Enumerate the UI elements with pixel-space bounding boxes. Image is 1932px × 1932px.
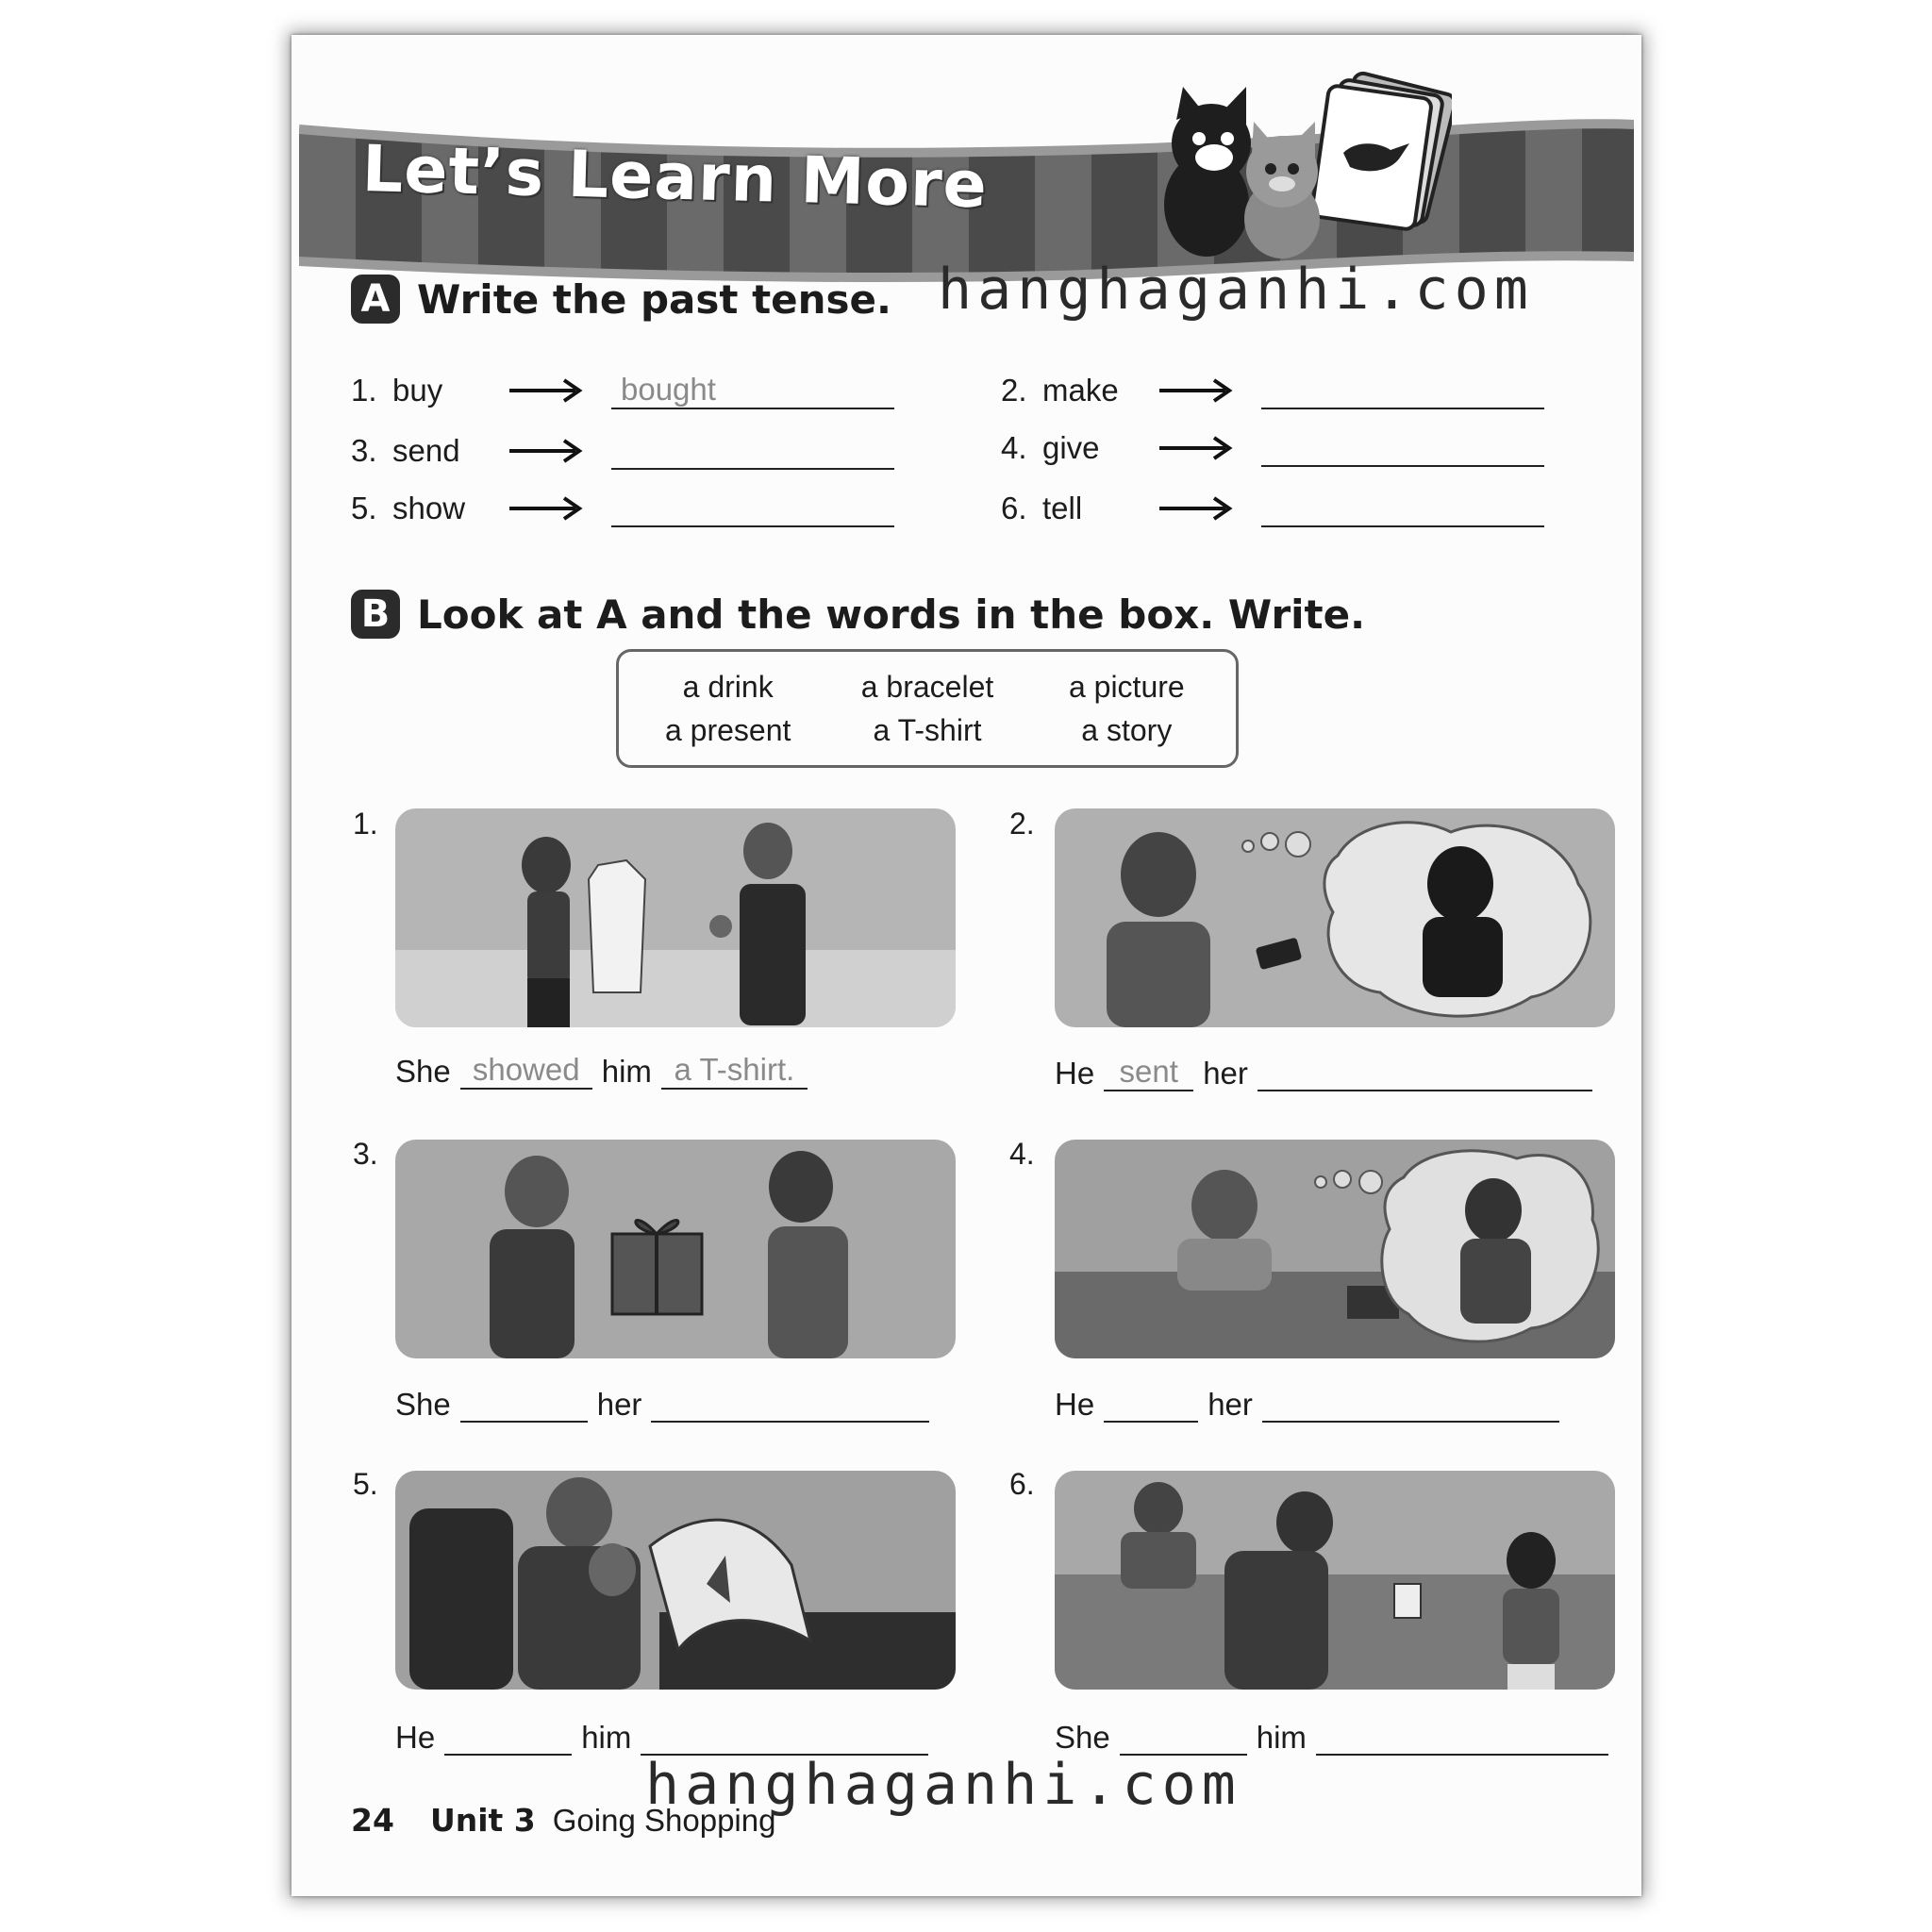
picture-girl-gives-present bbox=[395, 1140, 956, 1358]
item-number: 4. bbox=[1001, 430, 1027, 465]
exercise-a-item bbox=[351, 490, 894, 527]
item-number: 3. bbox=[351, 433, 377, 468]
sentence-object: her bbox=[596, 1387, 642, 1422]
answer-field[interactable] bbox=[1261, 490, 1544, 527]
sentence-subject: He bbox=[395, 1720, 436, 1755]
arrow-right-icon bbox=[1148, 434, 1242, 462]
exercise-number: 4. bbox=[1009, 1137, 1035, 1171]
unit-label: Unit 3 bbox=[429, 1802, 536, 1839]
thing-field[interactable] bbox=[1316, 1720, 1608, 1756]
exercise-a-item bbox=[1001, 372, 1544, 409]
item-number: 5. bbox=[351, 491, 377, 525]
thing-field[interactable] bbox=[651, 1387, 929, 1423]
word-option: a present bbox=[664, 713, 791, 747]
section-b-badge: B bbox=[351, 590, 400, 639]
picture-boy-makes-bracelet bbox=[1055, 1140, 1615, 1358]
watermark-bottom: hanghaganhi.com bbox=[645, 1752, 1241, 1818]
exercise-sentence bbox=[395, 1387, 929, 1423]
answer-field[interactable] bbox=[611, 372, 894, 409]
exercise-number: 1. bbox=[353, 807, 378, 841]
page-number: 24 bbox=[351, 1802, 394, 1839]
base-verb: show bbox=[392, 491, 466, 525]
word-option: a bracelet bbox=[860, 670, 994, 704]
answer-field[interactable] bbox=[611, 490, 894, 527]
sentence-subject: He bbox=[1055, 1056, 1095, 1091]
arrow-right-icon bbox=[1148, 376, 1242, 405]
section-a-badge: A bbox=[351, 275, 400, 324]
exercise-sentence bbox=[1055, 1387, 1559, 1423]
item-number: 1. bbox=[351, 373, 377, 408]
exercise-a-item bbox=[1001, 490, 1544, 527]
base-verb: send bbox=[392, 433, 460, 468]
thing-field[interactable] bbox=[1262, 1387, 1559, 1423]
exercise-sentence bbox=[1055, 1720, 1608, 1756]
picture-girl-shows-tshirt bbox=[395, 808, 956, 1027]
arrow-right-icon bbox=[498, 494, 592, 523]
exercise-a-item bbox=[351, 432, 894, 470]
verb-field[interactable] bbox=[1104, 1056, 1193, 1091]
word-option: a story bbox=[1081, 713, 1173, 747]
arrow-right-icon bbox=[1148, 494, 1242, 523]
verb-field[interactable] bbox=[460, 1054, 592, 1090]
word-box bbox=[616, 649, 1239, 768]
sentence-subject: He bbox=[1055, 1387, 1095, 1422]
answer-field[interactable] bbox=[1261, 429, 1544, 467]
section-b-heading bbox=[351, 590, 1365, 639]
verb-field[interactable] bbox=[460, 1387, 588, 1423]
verb-answer: sent bbox=[1119, 1054, 1178, 1089]
item-number: 2. bbox=[1001, 373, 1027, 408]
answer-field[interactable] bbox=[1261, 372, 1544, 409]
section-b-instruction: Look at A and the words in the box. Write. bbox=[417, 591, 1366, 638]
verb-field[interactable] bbox=[444, 1720, 572, 1756]
sentence-subject: She bbox=[1055, 1720, 1110, 1755]
page-title: Let’s Learn More bbox=[360, 132, 989, 224]
base-verb: buy bbox=[392, 373, 443, 408]
verb-field[interactable] bbox=[1120, 1720, 1247, 1756]
thing-field[interactable] bbox=[641, 1720, 928, 1756]
exercise-a-item bbox=[1001, 429, 1544, 467]
sentence-object: him bbox=[1256, 1720, 1307, 1755]
sentence-subject: She bbox=[395, 1054, 451, 1089]
exercise-sentence bbox=[395, 1720, 928, 1756]
arrow-right-icon bbox=[498, 437, 592, 465]
word-option: a drink bbox=[682, 670, 774, 704]
exercise-number: 3. bbox=[353, 1137, 378, 1171]
thing-field[interactable] bbox=[1257, 1056, 1592, 1091]
thing-answer: a T-shirt. bbox=[674, 1052, 795, 1087]
section-a-instruction: Write the past tense. bbox=[417, 275, 891, 323]
watermark-top: hanghaganhi.com bbox=[938, 257, 1534, 323]
picture-man-tells-story bbox=[395, 1471, 956, 1690]
answer-text: bought bbox=[621, 372, 716, 407]
page-footer bbox=[351, 1802, 775, 1839]
verb-field[interactable] bbox=[1104, 1387, 1198, 1423]
word-option: a T-shirt bbox=[873, 713, 982, 747]
exercise-number: 5. bbox=[353, 1467, 378, 1501]
unit-title: Going Shopping bbox=[552, 1803, 776, 1838]
base-verb: give bbox=[1042, 430, 1100, 465]
sentence-object: him bbox=[581, 1720, 632, 1755]
base-verb: make bbox=[1042, 373, 1119, 408]
picture-woman-gives-drink bbox=[1055, 1471, 1615, 1690]
answer-field[interactable] bbox=[611, 432, 894, 470]
base-verb: tell bbox=[1042, 491, 1083, 525]
exercise-sentence bbox=[395, 1054, 817, 1090]
exercise-number: 2. bbox=[1009, 807, 1035, 841]
sentence-object: her bbox=[1208, 1387, 1253, 1422]
exercise-a-item bbox=[351, 372, 894, 409]
section-a-heading bbox=[351, 275, 891, 324]
picture-boy-sends-drink bbox=[1055, 808, 1615, 1027]
sentence-object: her bbox=[1203, 1056, 1248, 1091]
thing-field[interactable] bbox=[661, 1054, 808, 1090]
exercise-number: 6. bbox=[1009, 1467, 1035, 1501]
verb-answer: showed bbox=[472, 1052, 580, 1087]
exercise-sentence bbox=[1055, 1056, 1592, 1091]
sentence-subject: She bbox=[395, 1387, 451, 1422]
arrow-right-icon bbox=[498, 376, 592, 405]
sentence-object: him bbox=[601, 1054, 652, 1089]
word-option: a picture bbox=[1068, 670, 1185, 704]
cats-with-cards-illustration bbox=[1141, 63, 1452, 266]
worksheet-page bbox=[291, 35, 1641, 1896]
item-number: 6. bbox=[1001, 491, 1027, 525]
